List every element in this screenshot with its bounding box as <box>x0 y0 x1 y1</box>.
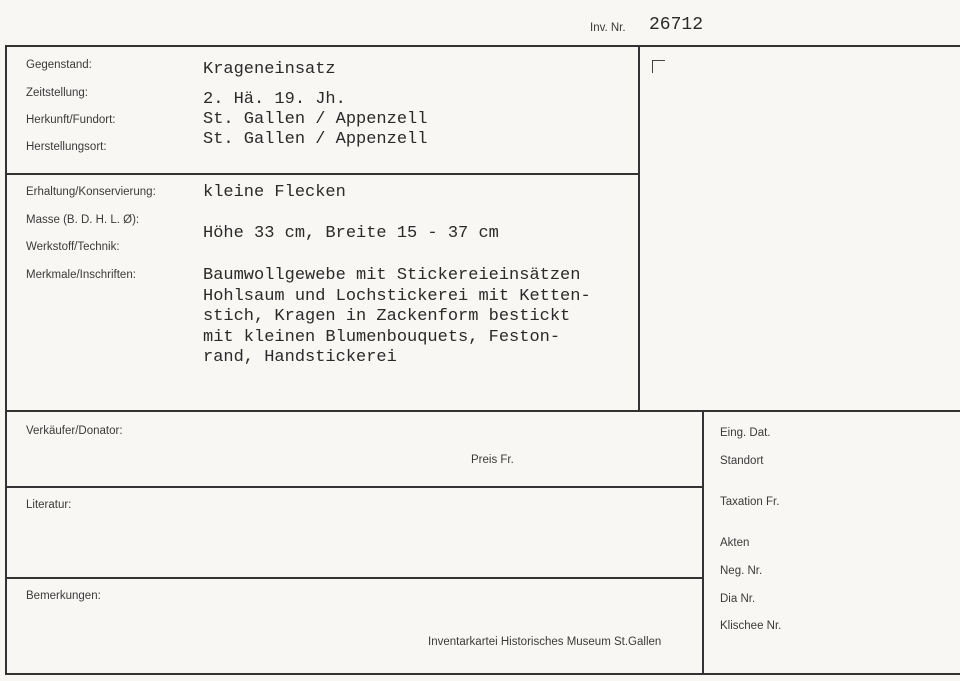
value-gegenstand: Krageneinsatz <box>203 60 336 79</box>
label-gegenstand: Gegenstand: <box>26 59 92 71</box>
label-literatur: Literatur: <box>26 499 72 511</box>
label-dia-nr: Dia Nr. <box>720 593 756 605</box>
value-herkunft: St. Gallen / Appenzell <box>203 110 428 129</box>
label-herkunft: Herkunft/Fundort: <box>26 114 116 126</box>
value-zeitstellung: 2. Hä. 19. Jh. <box>203 90 346 109</box>
label-herstellungsort: Herstellungsort: <box>26 141 107 153</box>
label-akten: Akten <box>720 537 750 549</box>
value-merkmale-line: stich, Kragen in Zackenform bestickt <box>203 307 571 326</box>
inv-nr-label: Inv. Nr. <box>590 22 626 34</box>
value-merkmale-line: rand, Handstickerei <box>203 348 397 367</box>
value-erhaltung: kleine Flecken <box>203 183 346 202</box>
label-taxation: Taxation Fr. <box>720 496 780 508</box>
value-merkmale-line: mit kleinen Blumenbouquets, Feston- <box>203 328 561 347</box>
inv-nr-value: 26712 <box>649 15 704 35</box>
label-zeitstellung: Zeitstellung: <box>26 87 89 99</box>
label-preis: Preis Fr. <box>471 454 514 466</box>
left-border <box>5 45 7 675</box>
rule-main-bottom <box>6 410 960 412</box>
value-masse: Höhe 33 cm, Breite 15 - 37 cm <box>203 224 499 243</box>
corner-mark <box>652 60 665 73</box>
label-merkmale: Merkmale/Inschriften: <box>26 269 136 281</box>
value-merkmale-line: Baumwollgewebe mit Stickereieinsätzen <box>203 266 581 285</box>
label-werkstoff: Werkstoff/Technik: <box>26 241 120 253</box>
footer-text: Inventarkartei Historisches Museum St.Gallen <box>428 636 662 648</box>
bottom-rule <box>6 673 960 675</box>
rule-after-verkaeufer <box>6 486 703 488</box>
label-standort: Standort <box>720 455 764 467</box>
label-bemerkungen: Bemerkungen: <box>26 590 101 602</box>
value-herstellungsort: St. Gallen / Appenzell <box>203 130 428 149</box>
label-masse: Masse (B. D. H. L. Ø): <box>26 214 140 226</box>
rule-after-literatur <box>6 577 703 579</box>
value-merkmale-line: Hohlsaum und Lochstickerei mit Ketten- <box>203 287 591 306</box>
label-eing-dat: Eing. Dat. <box>720 427 771 439</box>
divider-lower <box>702 410 704 675</box>
divider-main <box>638 45 640 411</box>
rule-after-herstellungsort <box>6 173 639 175</box>
label-klischee-nr: Klischee Nr. <box>720 620 782 632</box>
label-erhaltung: Erhaltung/Konservierung: <box>26 186 156 198</box>
top-rule <box>6 45 960 47</box>
label-verkaeufer: Verkäufer/Donator: <box>26 425 123 437</box>
label-neg-nr: Neg. Nr. <box>720 565 763 577</box>
